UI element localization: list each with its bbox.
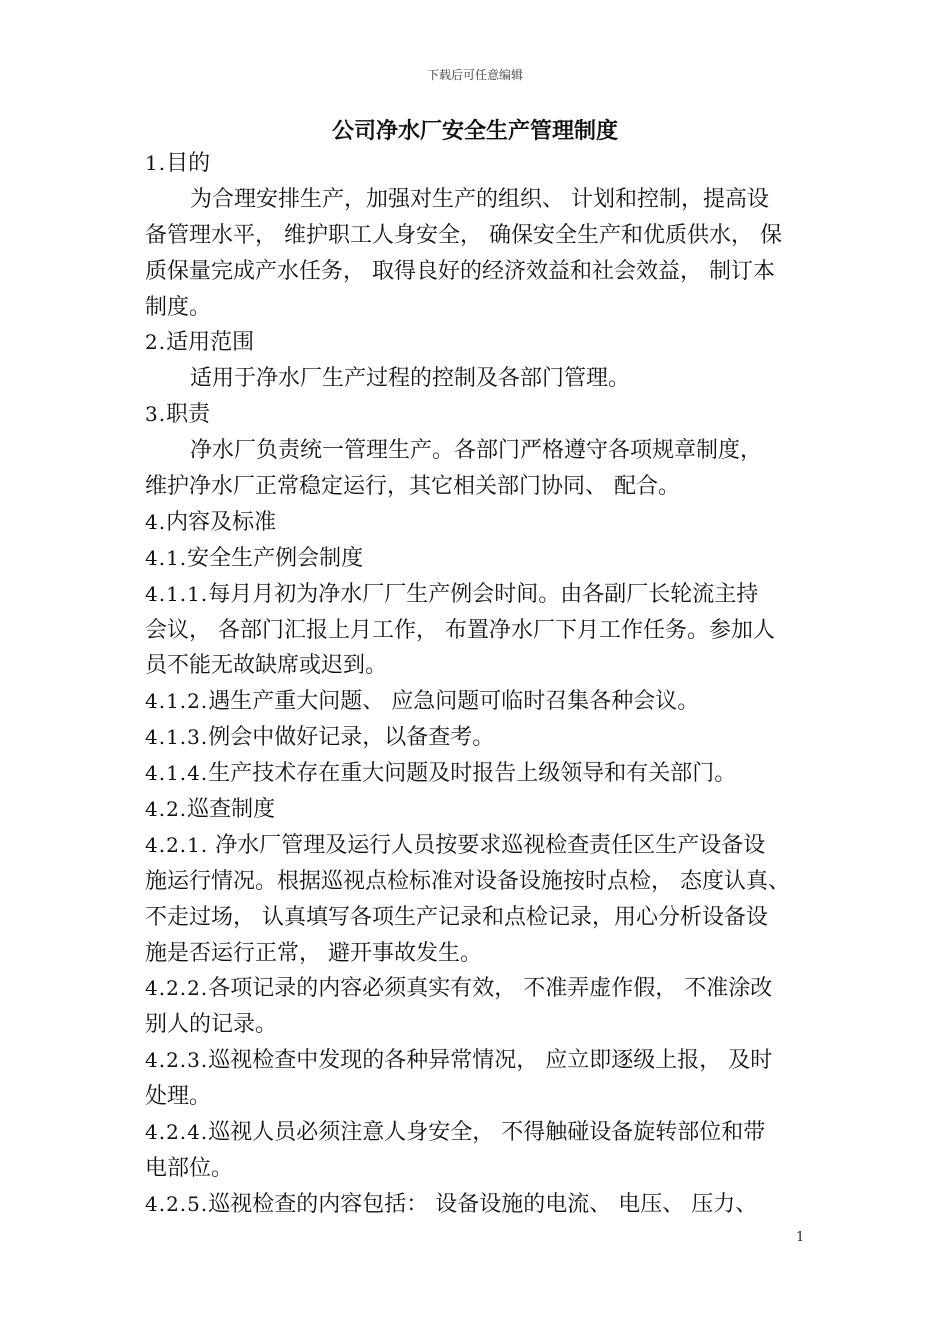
line-text: 员不能无故缺席或迟到。 bbox=[145, 653, 388, 679]
line-text: 会议， 各部门汇报上月工作， 布置净水厂下月工作任务。参加人 bbox=[145, 617, 775, 643]
line-text: 为合理安排生产，加强对生产的组织、 计划和控制，提高设 bbox=[190, 186, 769, 212]
text-line bbox=[145, 1043, 813, 1079]
line-text: 不走过场， 认真填写各项生产记录和点检记录，用心分析设备设 bbox=[145, 904, 768, 930]
header-note: 下载后可任意编辑 bbox=[426, 68, 523, 82]
section-number: 2. bbox=[145, 330, 167, 355]
line-text: 质保量完成产水任务， 取得良好的经济效益和社会效益， 制订本 bbox=[145, 258, 775, 284]
line-text: 巡视人员必须注意人身安全， 不得触碰设备旋转部位和带 bbox=[208, 1120, 766, 1146]
text-line bbox=[145, 684, 813, 720]
section-number: 4. bbox=[145, 509, 167, 534]
line-text: 各项记录的内容必须真实有效， 不准弄虚作假， 不准涂改 bbox=[208, 976, 773, 1002]
document-title: 公司净水厂安全生产管理制度 bbox=[331, 119, 618, 144]
text-line bbox=[145, 1079, 813, 1115]
line-text: 施运行情况。根据巡视点检标准对设备设施按时点检， 态度认真、 bbox=[145, 868, 790, 894]
text-line bbox=[145, 1007, 813, 1043]
section-number: 4.1.3. bbox=[145, 725, 209, 750]
line-text: 电部位。 bbox=[145, 1155, 234, 1181]
text-line bbox=[145, 648, 813, 684]
text-line bbox=[145, 505, 813, 541]
text-line bbox=[145, 756, 813, 792]
text-line bbox=[145, 1115, 813, 1151]
text-line bbox=[145, 433, 813, 469]
section-number: 4.1.2. bbox=[145, 689, 209, 714]
line-text: 施是否运行正常， 避开事故发生。 bbox=[145, 940, 482, 966]
section-number: 4.1.1. bbox=[145, 581, 209, 606]
text-line bbox=[145, 1187, 813, 1223]
line-text: 净水厂管理及运行人员按要求巡视检查责任区生产设备设 bbox=[208, 832, 766, 858]
text-line bbox=[145, 828, 813, 864]
section-number: 4.2.2. bbox=[145, 976, 209, 1001]
text-line bbox=[145, 720, 813, 756]
line-text: 生产技术存在重大问题及时报告上级领导和有关部门。 bbox=[208, 761, 737, 787]
text-line bbox=[145, 325, 813, 361]
page-number: 1 bbox=[796, 1230, 805, 1245]
text-line bbox=[145, 541, 813, 577]
document-body bbox=[145, 146, 813, 1223]
line-text: 处理。 bbox=[145, 1084, 212, 1110]
section-number: 4.2.1. bbox=[145, 832, 209, 857]
line-text: 净水厂负责统一管理生产。各部门严格遵守各项规章制度， bbox=[190, 438, 763, 464]
line-text: 例会中做好记录，以备查考。 bbox=[208, 725, 495, 751]
section-number: 3. bbox=[145, 402, 167, 427]
text-line bbox=[145, 146, 813, 182]
line-text: 制度。 bbox=[145, 294, 212, 320]
line-text: 内容及标准 bbox=[166, 509, 277, 535]
text-line bbox=[145, 1151, 813, 1187]
line-text: 目的 bbox=[166, 151, 211, 176]
section-number: 4.1.4. bbox=[145, 761, 209, 786]
text-line bbox=[145, 577, 813, 613]
line-text: 巡视检查的内容包括： 设备设施的电流、 电压、 压力、 bbox=[208, 1191, 758, 1217]
text-line bbox=[145, 254, 813, 290]
section-number: 4.1. bbox=[145, 545, 188, 570]
text-line bbox=[145, 792, 813, 828]
text-line bbox=[145, 361, 813, 397]
section-number: 4.2.3. bbox=[145, 1048, 209, 1073]
text-line bbox=[145, 397, 813, 433]
line-text: 遇生产重大问题、 应急问题可临时召集各种会议。 bbox=[208, 689, 700, 715]
line-text: 维护净水厂正常稳定运行，其它相关部门协同、 配合。 bbox=[145, 474, 680, 500]
line-text: 职责 bbox=[166, 402, 211, 428]
text-line bbox=[145, 864, 813, 900]
line-text: 巡视检查中发现的各种异常情况， 应立即逐级上报， 及时 bbox=[208, 1048, 773, 1074]
section-number: 4.2.4. bbox=[145, 1120, 209, 1145]
section-number: 4.2.5. bbox=[145, 1191, 209, 1216]
line-text: 别人的记录。 bbox=[145, 1012, 278, 1038]
line-text: 巡查制度 bbox=[187, 797, 276, 823]
text-line bbox=[145, 936, 813, 972]
text-line bbox=[145, 900, 813, 936]
line-text: 适用范围 bbox=[166, 330, 255, 356]
text-line bbox=[145, 290, 813, 326]
text-line bbox=[145, 182, 813, 218]
line-text: 适用于净水厂生产过程的控制及各部门管理。 bbox=[190, 366, 631, 392]
text-line bbox=[145, 469, 813, 505]
line-text: 安全生产例会制度 bbox=[187, 545, 364, 571]
text-line bbox=[145, 218, 813, 254]
section-number: 4.2. bbox=[145, 797, 188, 822]
line-text: 每月月初为净水厂厂生产例会时间。由各副厂长轮流主持 bbox=[208, 581, 759, 607]
text-line bbox=[145, 971, 813, 1007]
section-number: 1. bbox=[145, 151, 167, 175]
line-text: 备管理水平， 维护职工人身安全， 确保安全生产和优质供水， 保 bbox=[145, 222, 782, 248]
text-line bbox=[145, 613, 813, 649]
